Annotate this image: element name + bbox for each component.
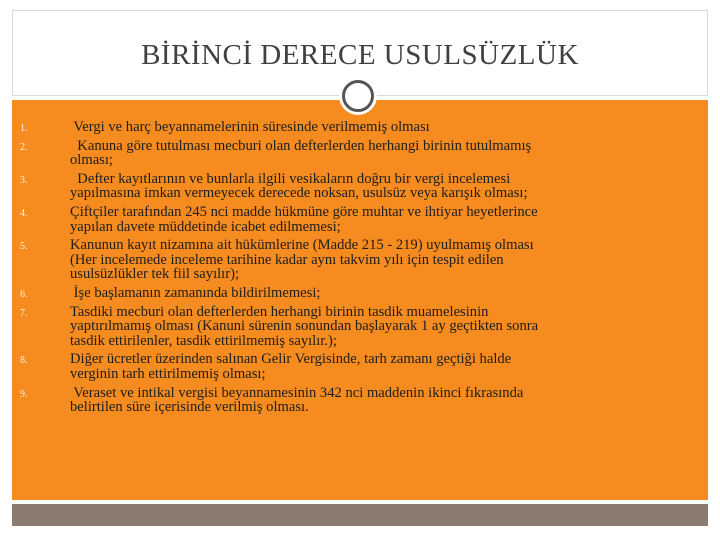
list-item-text: yapılan davete müddetinde icabet edilmemesi; [70,218,341,235]
list-item-text: (Her incelemede inceleme tarihine kadar aynı takvim yılı için tespit edilen [70,251,504,268]
list-item [20,305,700,349]
list-item-number: 3. [20,174,28,186]
list-item-text: tasdik ettirilenler, tasdik ettirilmemiş sayılır.); [70,332,337,349]
list-item [20,238,700,282]
list-item [20,352,700,381]
list-item-text: Diğer ücretler üzerinden salınan Gelir Vergisinde, tarh zamanı geçtiği halde [70,351,512,368]
list-item-text: yapılmasına imkan vermeyecek derecede noksan, usulsüz veya karışık olması; [70,185,528,202]
numbered-list [20,120,700,419]
list-item-number: 8. [20,355,28,367]
list-item-text: belirtilen süre içerisinde verilmiş olması. [70,399,309,416]
list-item-text: verginin tarh ettirilmemiş olması; [70,365,266,382]
list-item [20,386,700,415]
list-item-number: 9. [20,388,28,400]
list-item [20,120,700,135]
list-item-text: Veraset ve intikal vergisi beyannamesinin 342 nci maddenin ikinci fıkrasında [70,384,524,401]
list-item-text: Kanunun kayıt nizamına ait hükümlerine (Madde 215 - 219) uyulmamış olması [70,237,534,254]
list-item [20,139,700,168]
list-item-text: yaptırılmamış olması (Kanuni sürenin sonundan başlayarak 1 ay geçtikten sonra [70,318,539,335]
list-item-text: Tasdiki mecburi olan defterlerden herhangi birinin tasdik muamelesinin [70,303,489,320]
list-item-text: Çiftçiler tarafından 245 nci madde hükmüne göre muhtar ve ihtiyar heyetlerince [70,203,538,220]
list-item-text: usulsüzlükler tek fiil sayılır); [70,266,240,283]
list-item-number: 7. [20,307,28,319]
list-item-number: 5. [20,241,28,253]
ring-ornament-icon [342,80,374,112]
list-item-number: 4. [20,207,28,219]
list-item-number: 1. [20,123,28,134]
list-item [20,172,700,201]
slide-title: BİRİNCİ DERECE USULSÜZLÜK [141,39,579,71]
list-item-number: 6. [20,288,28,300]
list-item [20,286,700,301]
list-item-text: Defter kayıtlarının ve bunlarla ilgili vesikaların doğru bir vergi incelemesi [70,170,511,187]
list-item [20,205,700,234]
list-item-number: 2. [20,141,28,153]
list-item-text: Vergi ve harç beyannamelerinin süresinde verilmemiş olması [70,119,430,135]
list-item-text: olması; [70,152,113,169]
footer-bar [12,504,708,526]
list-item-text: Kanuna göre tutulması mecburi olan defterlerden herhangi birinin tutulmamış [70,137,532,154]
list-item-text: İşe başlamanın zamanında bildirilmemesi; [70,284,321,301]
